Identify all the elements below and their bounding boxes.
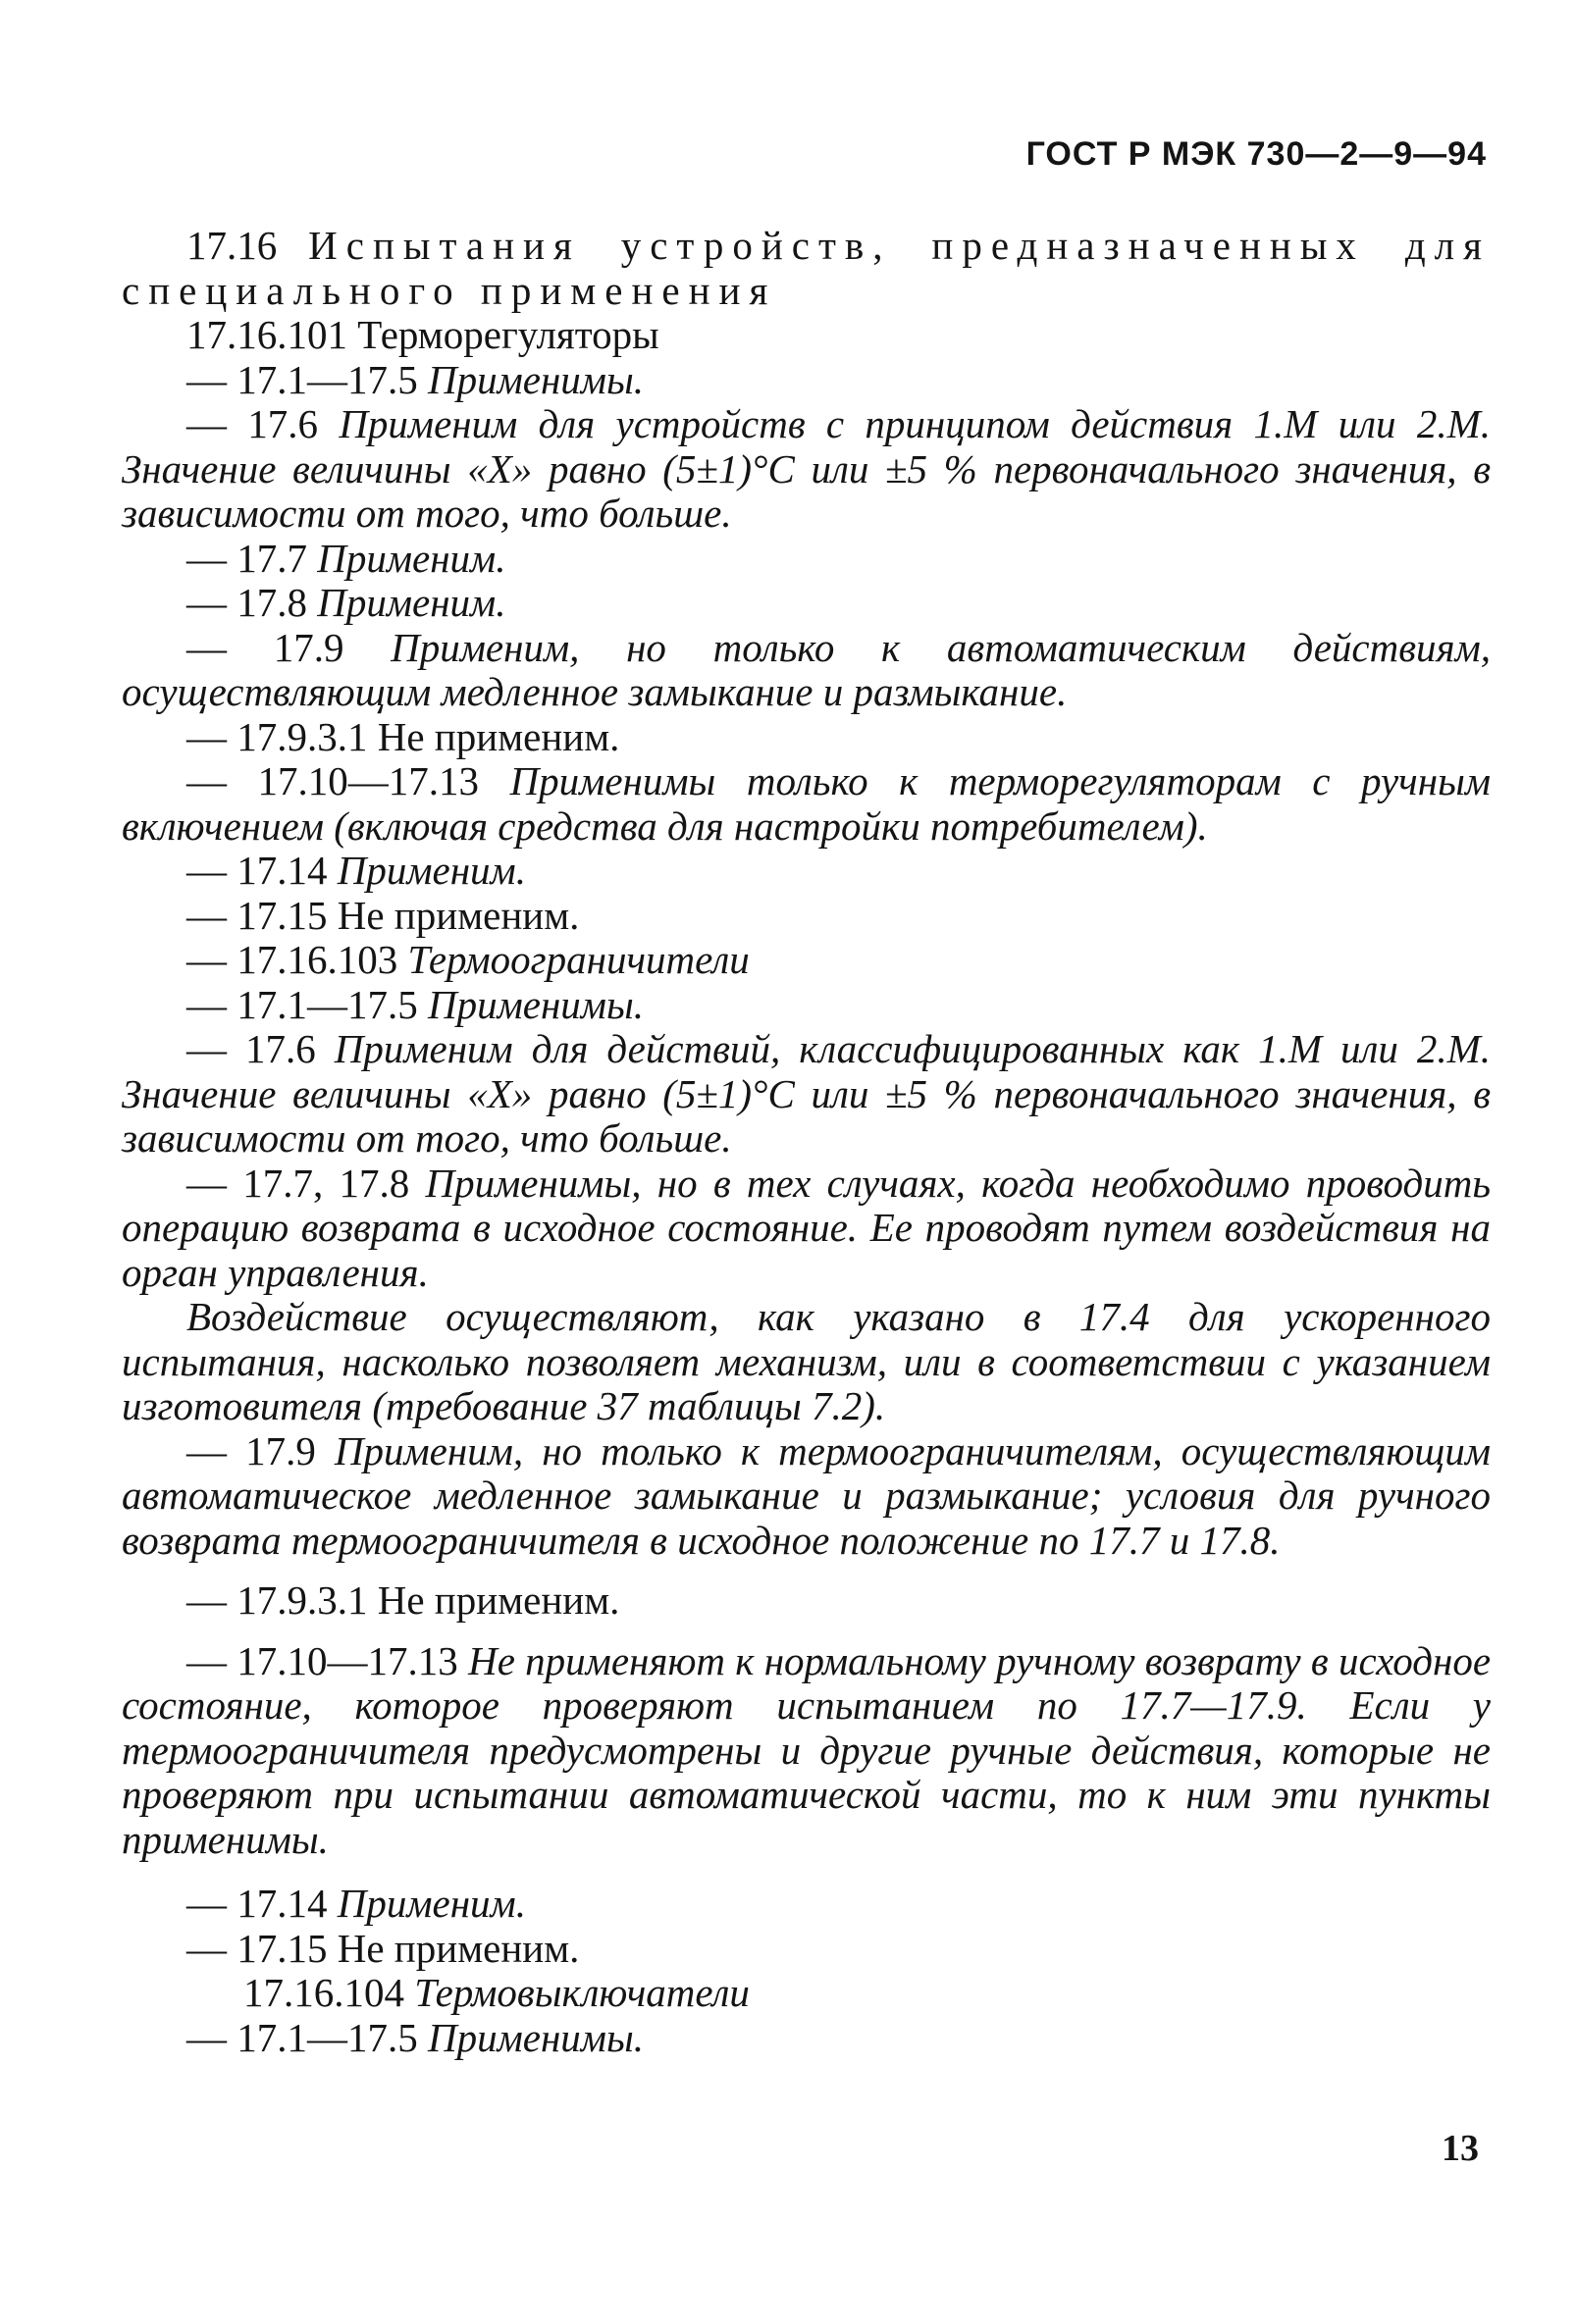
clause-item	[122, 1578, 1491, 1624]
clause-text: Не применим.	[337, 1925, 580, 1971]
clause-item	[122, 1027, 1491, 1162]
clause-text: Терморегуляторы	[357, 312, 659, 357]
clause-number: — 17.1—17.5	[186, 2014, 418, 2060]
standard-header: ГОСТ Р МЭК 730—2—9—94	[1025, 135, 1487, 173]
clause-number: — 17.9	[186, 1427, 316, 1473]
clause-item	[122, 1639, 1491, 1863]
clause-text: Применим.	[337, 848, 526, 893]
clause-item	[122, 715, 1491, 760]
clause-text: Применимы.	[428, 981, 644, 1027]
clause-number: — 17.9	[186, 624, 344, 670]
clause-text: Применим.	[317, 535, 506, 581]
clause-number: — 17.6	[186, 1026, 316, 1071]
clause-17-16-103	[122, 938, 1491, 983]
clause-item	[122, 2016, 1491, 2061]
clause-continuation	[122, 1295, 1491, 1429]
clause-text: Не применим.	[377, 1577, 620, 1623]
clause-item	[122, 358, 1491, 403]
clause-item	[122, 1882, 1491, 1927]
clause-number: — 17.10—17.13	[186, 1637, 458, 1683]
clause-number: — 17.14	[186, 848, 328, 893]
clause-text: Не применим.	[337, 892, 580, 938]
clause-text: Применим для действий, классифицированных как 1.М или 2.М. Значение величины «Х» равно (5±1)°С или ±5 % первоначального значения, в зависимости от того, что больше.	[122, 1026, 1491, 1161]
clause-text: Не применяют к нормальному ручному возврату в исходное состояние, которое проверяют испытанием по 17.7—17.9. Если у термоограничителя предусмотрены и другие ручные действия, которые не проверяют при испытании автоматической части, то к ним эти пункты применимы.	[122, 1637, 1492, 1862]
clause-text: Воздействие осуществляют, как указано в 17.4 для ускоренного испытания, насколько позволяет механизм, или в соответствии с указанием изготовителя (требование 37 таблицы 7.2).	[122, 1294, 1491, 1428]
clause-text: Применим для устройств с принципом действия 1.М или 2.М. Значение величины «Х» равно (5±1)°С или ±5 % первоначального значения, в зависимости от того, что больше.	[122, 401, 1491, 536]
clause-number: 17.16.101	[186, 312, 347, 357]
document-body	[122, 224, 1491, 2060]
clause-item	[122, 1927, 1491, 1972]
clause-item	[122, 849, 1491, 894]
clause-text: Термовыключатели	[414, 1970, 750, 2015]
clause-text: Применим.	[337, 1881, 526, 1926]
clause-text: Испытания устройств, предназначенных для специального применения	[122, 223, 1492, 313]
clause-number: 17.16	[186, 223, 278, 268]
clause-number: — 17.16.103	[186, 937, 398, 982]
clause-number: — 17.9.3.1	[186, 713, 368, 759]
clause-text: Применим.	[317, 580, 506, 625]
clause-item	[122, 894, 1491, 939]
clause-item	[122, 759, 1491, 849]
clause-17-16-101	[122, 313, 1491, 358]
clause-number: — 17.1—17.5	[186, 981, 418, 1027]
clause-number: — 17.14	[186, 1881, 328, 1926]
clause-text: Применимы.	[428, 356, 644, 402]
clause-number: — 17.9.3.1	[186, 1577, 368, 1623]
clause-text: Не применим.	[377, 713, 620, 759]
clause-text: Термоограничители	[407, 937, 750, 982]
clause-item	[122, 581, 1491, 626]
clause-number: — 17.10—17.13	[186, 758, 480, 803]
clause-number: — 17.7	[186, 535, 307, 581]
clause-17-16-104	[122, 1971, 1491, 2016]
clause-text: Применимы.	[428, 2014, 644, 2060]
clause-item	[122, 1429, 1491, 1564]
clause-text: Применим, но только к автоматическим действиям, осуществляющим медленное замыкание и размыкание.	[122, 624, 1492, 714]
clause-text: Применим, но только к термоограничителям, осуществляющим автоматическое медленное замыкание и размыкание; условия для ручного возврата термоограничителя в исходное положение по 17.7 и 17.8.	[122, 1427, 1492, 1563]
clause-item	[122, 537, 1491, 582]
clause-item	[122, 402, 1491, 537]
clause-number: — 17.1—17.5	[186, 356, 418, 402]
clause-item	[122, 1162, 1491, 1296]
clause-number: — 17.6	[186, 401, 319, 446]
clause-number: 17.16.104	[243, 1970, 404, 2015]
clause-item	[122, 626, 1491, 715]
clause-number: — 17.7, 17.8	[186, 1160, 410, 1206]
clause-number: — 17.8	[186, 580, 307, 625]
section-heading-17-16	[122, 224, 1491, 313]
clause-text: Применимы, но в тех случаях, когда необходимо проводить операцию возврата в исходное состояние. Ее проводят путем воздействия на орган управления.	[122, 1160, 1491, 1295]
clause-item	[122, 983, 1491, 1028]
page-number: 13	[1442, 2128, 1479, 2169]
clause-number: — 17.15	[186, 892, 328, 938]
clause-number: — 17.15	[186, 1925, 328, 1971]
clause-text: Применимы только к терморегуляторам с ручным включением (включая средства для настройки потребителем).	[122, 758, 1491, 849]
